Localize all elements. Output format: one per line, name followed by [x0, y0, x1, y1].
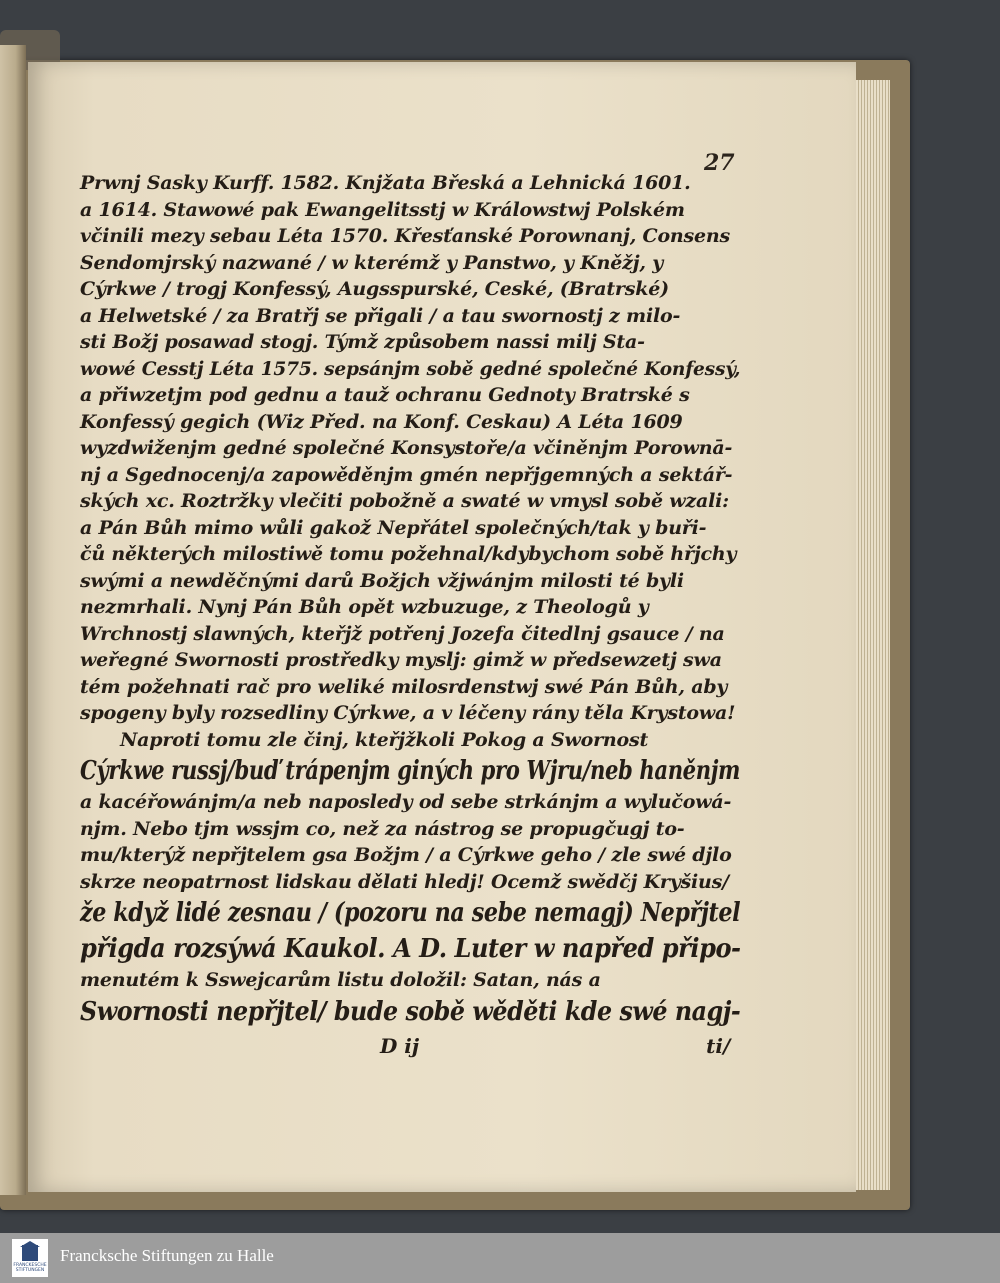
- text-line: Prwnj Sasky Kurff. 1582. Knjžata Břeská a Lehnická 1601.: [80, 172, 691, 194]
- text-line: a přiwzetjm pod gednu a tauž ochranu Gednoty Bratrské s: [80, 384, 690, 406]
- signature-line: [80, 1032, 740, 1060]
- text-line: Cýrkwe / trogj Konfessý, Augsspurské, Ceské, (Bratrské): [80, 278, 669, 300]
- footer-bar: [0, 1233, 1000, 1283]
- text-line: a Helwetské / za Bratřj se přigali / a tau swornostj z milo-: [80, 304, 681, 327]
- text-line: Sendomjrský nazwané / w kterémž y Panstwo, y Kněžj, y: [80, 251, 664, 274]
- text-line: Wrchnostj slawných, kteřjž potřenj Jozefa čitedlnj gsauce / na: [80, 622, 725, 645]
- text-line: Konfessý gegich (Wiz Před. na Konf. Ceskau) A Léta 1609: [80, 410, 683, 433]
- text-line: menutém k Sswejcarům listu doložil: Satan, nás a: [80, 969, 601, 991]
- text-line: spogeny byly rozsedliny Cýrkwe, a v léčeny rány těla Krystowa!: [80, 702, 736, 724]
- page-number: 27: [704, 150, 735, 176]
- text-line: a kacéřowánjm/a neb naposledy od sebe strkánjm a wylučowá-: [80, 791, 732, 813]
- logo-caption: FRANCKESCHE STIFTUNGEN: [13, 1263, 47, 1273]
- institution-logo-icon[interactable]: [12, 1239, 48, 1277]
- page-text: [80, 170, 740, 1060]
- text-line: tém požehnati rač pro weliké milosrdenstwj swé Pán Bůh, aby: [80, 675, 728, 698]
- text-line: wyzdwiženjm gedné společné Konsystoře/a včiněnjm Porownā-: [80, 437, 733, 459]
- facing-page-edge: [0, 45, 26, 1195]
- text-line: njm. Nebo tjm wssjm co, než za nástrog se propugčugj to-: [80, 817, 685, 840]
- text-line: swými a newděčnými darů Božjch vžjwánjm milosti té byli: [80, 569, 684, 592]
- text-line: že když lidé zesnau / (pozoru na sebe nemagj) Nepřjtel: [80, 898, 741, 928]
- text-line: Naproti tomu zle činj, kteřjžkoli Pokog a Swornost: [120, 728, 649, 751]
- logo-tower-icon: [22, 1245, 38, 1261]
- text-line: Swornosti nepřjtel/ bude sobě wěděti kde swé nagj-: [80, 996, 741, 1027]
- text-line: wowé Cesstj Léta 1575. sepsánjm sobě gedné společné Konfessý,: [80, 357, 741, 380]
- institution-name[interactable]: Francksche Stiftungen zu Halle: [60, 1246, 274, 1265]
- text-line: Cýrkwe russj/buď trápenjm giných pro Wjru/neb haněnjm: [80, 756, 740, 786]
- text-line: a Pán Bůh mimo wůli gakož Nepřátel společných/tak y buři-: [80, 516, 707, 539]
- text-line: přigda rozsýwá Kaukol. A D. Luter w napřed připo-: [80, 934, 741, 964]
- signature-mark: D ij: [380, 1033, 420, 1058]
- text-line: weřegné Swornosti prostředky myslj: gimž w předsewzetj swa: [80, 649, 722, 671]
- text-line: nezmrhali. Nynj Pán Bůh opět wzbuzuge, z Theologů y: [80, 596, 649, 618]
- catchword: ti/: [706, 1033, 731, 1058]
- text-line: a 1614. Stawowé pak Ewangelitsstj w Králowstwj Polském: [80, 198, 685, 221]
- text-line: čů některých milostiwě tomu požehnal/kdybychom sobě hřjchy: [80, 543, 737, 565]
- text-line: ských xc. Roztržky vlečiti pobožně a swaté w vmysl sobě wzali:: [80, 490, 729, 512]
- page-edges: [856, 80, 890, 1190]
- text-line: včinili mezy sebau Léta 1570. Křesťanské Porownanj, Consens: [80, 225, 731, 247]
- text-line: mu/kterýž nepřjtelem gsa Božjm / a Cýrkwe geho / zle swé djlo: [80, 844, 732, 866]
- text-line: sti Božj posawad stogj. Týmž způsobem nassi milj Sta-: [80, 331, 645, 353]
- text-line: skrze neopatrnost lidskau dělati hledj! Ocemž swědčj Kryšius/: [80, 870, 729, 893]
- text-line: nj a Sgednocenj/a zapowěděnjm gmén nepřjgemných a sektář-: [80, 463, 733, 486]
